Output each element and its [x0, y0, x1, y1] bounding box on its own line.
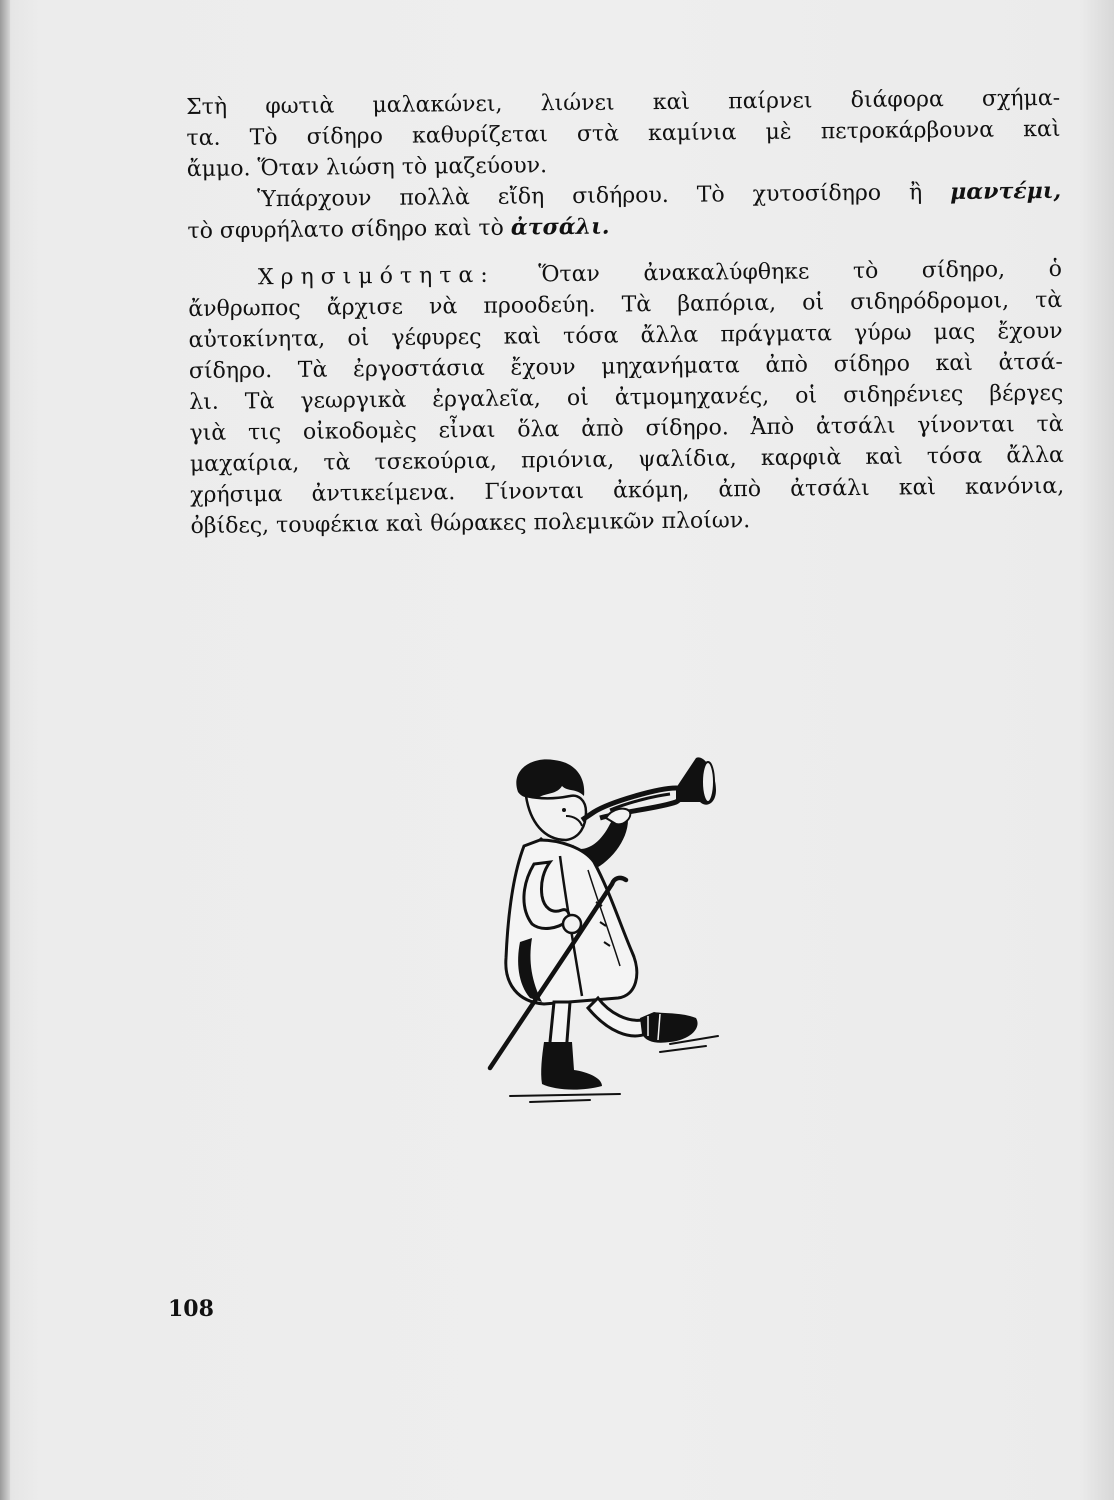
paragraph-3-line-5: λι. Τὰ γεωργικὰ ἐργαλεῖα, οἱ ἀτμομηχανές, οἱ σιδηρένιες βέργες	[189, 380, 1064, 415]
paragraph-3-line-9: ὀβίδες, τουφέκια καὶ θώρακες πολεμικῶν πλοίων.	[190, 508, 751, 539]
paragraph-3-line-4: σίδηρο. Τὰ ἐργοστάσια ἔχουν μηχανήματα ἀπὸ σίδηρο καὶ ἀτσά-	[188, 349, 1064, 384]
paragraph-3-line-8: χρήσιμα ἀντικείμενα. Γίνονται ἀκόμη, ἀπὸ ἀτσάλι καὶ κανόνια,	[190, 473, 1065, 508]
italic-term-mantemi: μαντέμι,	[950, 177, 1062, 206]
paragraph-3-line-7: μαχαίρια, τὰ τσεκούρια, πριόνια, ψαλίδια, καρφιὰ καὶ τόσα ἄλλα	[189, 442, 1064, 477]
paragraph-1-line-1: Στὴ φωτιὰ μαλακώνει, λιώνει καὶ παίρνει διάφορα σχήμα-	[186, 85, 1061, 120]
page-edge	[0, 0, 10, 1500]
paragraph-3-line-3: αὐτοκίνητα, οἱ γέφυρες καὶ τόσα ἄλλα πράγματα γύρω μας ἔχουν	[188, 318, 1063, 353]
paragraph-2-line-1-text: Ὑπάρχουν πολλὰ εἴδη σιδήρου. Τὸ χυτοσίδηρο ἢ	[257, 180, 923, 213]
body-text	[186, 83, 1065, 542]
paragraph-1-line-2: τα. Τὸ σίδηρο καθυρίζεται στὰ καμίνια μὲ πετροκάρβουνα καὶ	[186, 116, 1061, 151]
paragraph-3-line-2: ἄνθρωπος ἄρχισε νὰ προοδεύη. Τὰ βαπόρια, οἱ σιδηρόδρομοι, τὰ	[188, 287, 1063, 322]
section-heading: Χρησιμότητα:	[257, 262, 495, 291]
paragraph-3-line-1-text: Ὅταν ἀνακαλύφθηκε τὸ σίδηρο, ὁ	[538, 256, 1063, 288]
paragraph-2-line-2-text: τὸ σφυρήλατο σίδηρο καὶ τὸ	[187, 215, 504, 244]
page-number: 108	[168, 1296, 214, 1322]
paragraph-1-line-3: ἄμμο. Ὅταν λιώση τὸ μαζεύουν.	[186, 153, 548, 182]
italic-term-atsali: ἀτσάλι.	[510, 213, 610, 241]
paragraph-3-line-6: γιὰ τις οἰκοδομὲς εἶναι ὅλα ἀπὸ σίδηρο. Ἀπὸ ἀτσάλι γίνονται τὰ	[189, 411, 1064, 446]
boy-blowing-bugle-icon	[470, 752, 740, 1122]
